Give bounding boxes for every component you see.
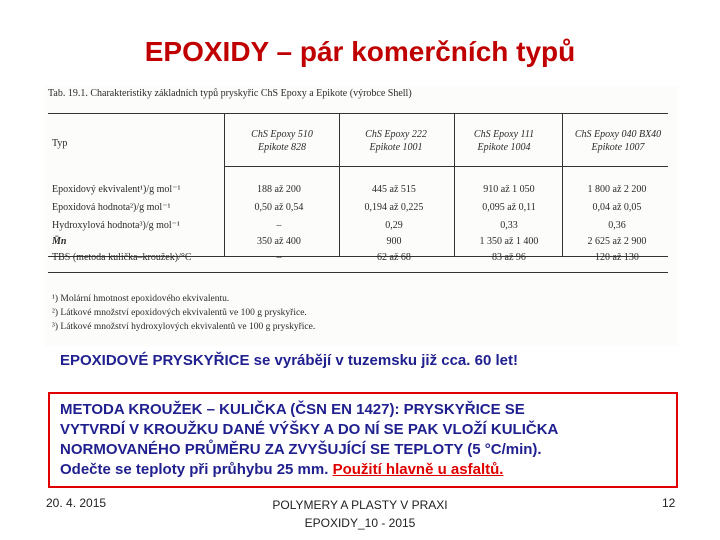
column-header: ChS Epoxy 111 Epikote 1004	[473, 129, 535, 153]
table-cell: 0,50 až 0,54	[254, 202, 304, 213]
method-line: VYTVRDÍ V KROUŽKU DANÉ VÝŠKY A DO NÍ SE PAK VLOŽÍ KULIČKA	[60, 421, 559, 438]
table-cell: 1 800 až 2 200	[587, 184, 647, 195]
table-caption: Tab. 19.1. Charakteristiky základních typů pryskyřic ChS Epoxy a Epikote (výrobce Shell)	[48, 88, 412, 99]
scanned-table	[44, 86, 678, 346]
row-label: Epoxidový ekvivalent¹)/g mol⁻¹	[52, 184, 181, 195]
table-cell: 120 až 130	[595, 252, 639, 263]
usage-highlight: Použití hlavně u asfaltů.	[332, 461, 504, 478]
table-cell: 900	[386, 236, 402, 247]
footnote-rule	[48, 272, 668, 273]
table-cell: 62 až 68	[377, 252, 411, 263]
page-number: 12	[662, 496, 676, 510]
table-cell: 2 625 až 2 900	[587, 236, 647, 247]
table-cell: –	[276, 220, 282, 231]
column-header: ChS Epoxy 510 Epikote 828	[251, 129, 313, 153]
slide-title: EPOXIDY – pár komerčních typů	[144, 36, 576, 67]
footer-date: 20. 4. 2015	[46, 496, 107, 510]
table-cell: 1 350 až 1 400	[479, 236, 539, 247]
table-cell: 83 až 96	[492, 252, 526, 263]
method-box	[48, 392, 678, 488]
column-header: ChS Epoxy 040 BX40 Epikote 1007	[574, 129, 662, 153]
production-note: EPOXIDOVÉ PRYSKYŘICE se vyrábějí v tuzemsku již cca. 60 let!	[60, 352, 518, 369]
row-label: TBS (metoda kulička–kroužek)/°C	[52, 252, 192, 263]
table-cell: 350 až 400	[257, 236, 301, 247]
table-cell: –	[276, 252, 282, 263]
table-col-divider	[224, 114, 225, 257]
footnote: ³) Látkové množství hydroxylových ekvivalentů ve 100 g pryskyřice.	[52, 322, 316, 332]
method-line: METODA KROUŽEK – KULIČKA (ČSN EN 1427): PRYSKYŘICE SE	[60, 401, 525, 418]
method-line: NORMOVANÉHO PRŮMĚRU ZA ZVYŠUJÍCÍ SE TEPLOTY (5 °C/min).	[60, 441, 542, 458]
footnote: ²) Látkové množství epoxidových ekvivalentů ve 100 g pryskyřice.	[52, 308, 307, 318]
table-cell: 445 až 515	[372, 184, 416, 195]
row-label: Hydroxylová hodnota³)/g mol⁻¹	[52, 220, 180, 231]
row-label: Epoxidová hodnota²)/g mol⁻¹	[52, 202, 171, 213]
table-cell: 0,29	[385, 220, 403, 231]
method-line: Odečte se teploty při průhybu 25 mm. Použití hlavně u asfaltů.	[60, 461, 504, 478]
row-label: M̄n	[52, 236, 67, 247]
footer-center: POLYMERY A PLASTY V PRAXI EPOXIDY_10 - 2015	[272, 498, 448, 530]
table-top-rule	[48, 113, 668, 114]
footnote: ¹) Molární hmotnost epoxidového ekvivalentu.	[52, 294, 230, 304]
table-cell: 0,194 až 0,225	[364, 202, 424, 213]
type-header: Typ	[52, 138, 68, 149]
table-col-divider	[339, 114, 340, 257]
table-cell: 0,36	[608, 220, 626, 231]
header-rule	[224, 166, 668, 167]
table-cell: 0,095 až 0,11	[482, 202, 536, 213]
column-header: ChS Epoxy 222 Epikote 1001	[365, 129, 427, 153]
table-cell: 0,33	[500, 220, 518, 231]
table-cell: 0,04 až 0,05	[592, 202, 642, 213]
table-cell: 910 až 1 050	[483, 184, 535, 195]
table-cell: 188 až 200	[257, 184, 301, 195]
